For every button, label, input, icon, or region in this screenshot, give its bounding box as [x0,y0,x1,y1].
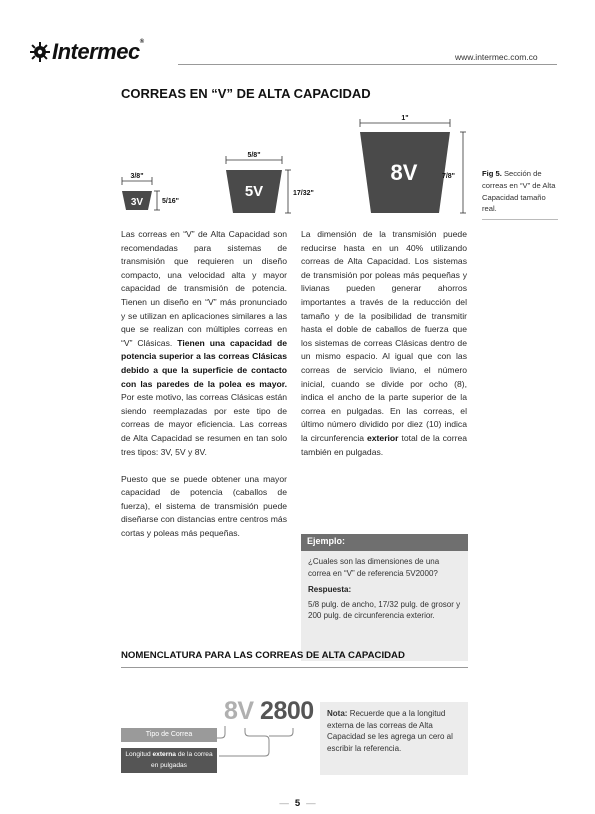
belt-8v-width: 1" [401,115,409,122]
header-divider [178,64,557,65]
caption-divider [482,219,558,220]
belt-5v-width: 5/8" [247,152,261,159]
paragraph: La dimensión de la transmisión puede reducirse hasta en un 40% utilizando correas de Alta Capacidad. Los sistemas de transmisión por poleas más pequeñas y livianas pueden generar ahorros importantes a través de la reducción del tamaño y de la posibilidad de transmitir hasta el doble de caballos de fuerza que los sistemas de correas Clásicas dentro de un mismo espacio. Al igual que con las correas de servicio liviano, el número inicial, cuando se divide por ocho (8), indica el ancho de la parte superior de la correa en pulgadas. En las correas, el último número dividido por diez (10) indica la circunferencia exterior total de la correa también en pulgadas. [301,229,467,457]
gear-logo-icon [30,42,50,62]
paragraph: Puesto que se puede obtener una mayor capacidad de potencia (caballos de fuerza), el sistema de transmisión puede diseñarse con distancias entre centros más cortas y poleas más pequeñas. [121,473,287,539]
paragraph: Las correas en “V” de Alta Capacidad son recomendadas para sistemas de transmisión que requieren un diseño compacto, una velocidad alta y mayor capacidad de transmisión de potencia. Tienen un diseño en “V” más pronunciado y se utilizan en aplicaciones similares a las que se realizan con múltiples correas en “V” Clásicas. Tienen una capacidad de potencia superior a las correas Clásicas debido a que la superficie de contacto con las paredes de la polea es mayor. Por este motivo, las correas Clásicas están siendo reemplazadas por este tipo de correas de mayor eficiencia. Las correas de Alta Capacidad se resumen en tan solo tres tipos: 3V, 5V y 8V. [121,229,287,457]
example-answer: 5/8 pulg. de ancho, 17/32 pulg. de grosor y 200 pulg. de circunferencia exterior. [308,599,461,621]
note-label: Nota: [327,709,348,718]
belt-cross-sections-figure [110,110,480,220]
note-text: Recuerde que a la longitud externa de las correas de Alta Capacidad se les agrega un cero al escribir la referencia. [327,709,453,753]
belt-5v-height: 17/32" [293,190,314,197]
belt-8v [360,115,466,213]
figure-caption-label: Fig 5. [482,169,502,178]
label-belt-type: Tipo de Correa [121,728,217,742]
belt-3v-label: 3V [130,197,144,208]
code-connector-lines [215,724,315,764]
code-length: 2800 [260,697,314,725]
belt-8v-label: 8V [390,160,418,185]
page-number: — 5 — [279,798,316,809]
page-title: CORREAS EN “V” DE ALTA CAPACIDAD [121,86,371,101]
figure-caption-text: Sección de correas en “V” de Alta Capacidad tamaño real. [482,169,556,214]
belt-3v-width: 3/8" [130,173,144,180]
body-column-right [301,228,467,459]
belt-3v [122,173,179,210]
belt-5v [226,152,314,213]
example-header: Ejemplo: [301,534,468,551]
belt-8v-height: 7/8" [441,173,455,180]
code-type: 8V [224,697,254,725]
brand-name: Intermec® [52,39,144,64]
intermec-logo [30,40,178,64]
body-column-left [121,228,287,541]
note-box [320,702,468,775]
figure-caption [482,168,558,215]
belt-3v-height: 5/16" [162,198,179,205]
website-url[interactable]: www.intermec.com.co [455,52,538,62]
belt-code-example [224,697,314,726]
example-box [301,551,468,661]
example-question: ¿Cuales son las dimensiones de una correa en “V” de referencia 5V2000? [308,557,440,578]
example-answer-label: Respuesta: [308,585,352,595]
nomenclature-divider [121,667,468,668]
nomenclature-title: NOMENCLATURA PARA LAS CORREAS DE ALTA CAPACIDAD [121,650,405,661]
belt-5v-label: 5V [244,183,264,200]
label-belt-length: Longitud externa de la correa en pulgadas [121,748,217,773]
